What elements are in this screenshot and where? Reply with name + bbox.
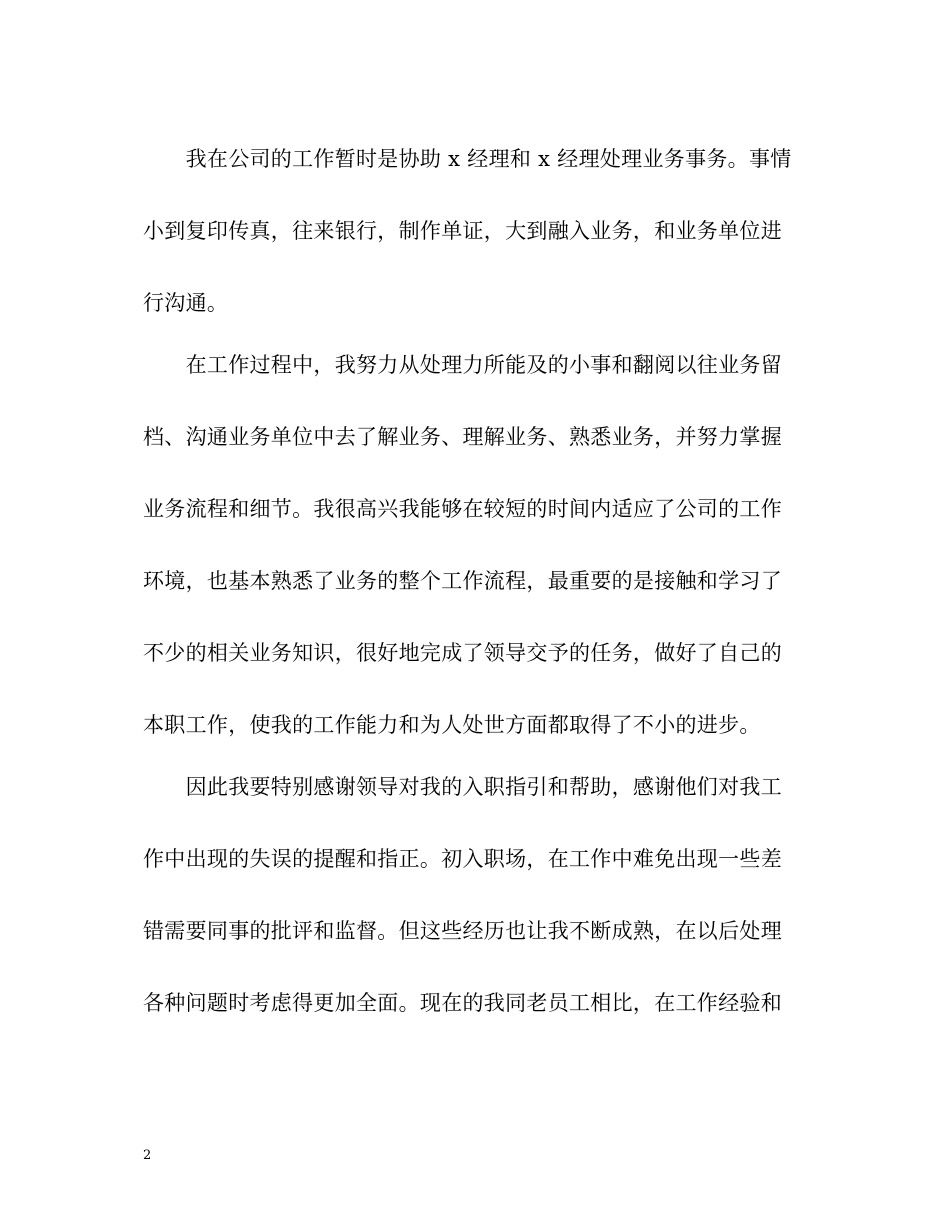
text-line: 本职工作，使我的工作能力和为人处世方面都取得了不小的进步。 (143, 713, 761, 737)
text-line: 行沟通。 (143, 291, 229, 315)
text-line: 因此我要特别感谢领导对我的入职指引和帮助，感谢他们对我工 (143, 775, 782, 799)
text-line: 各种问题时考虑得更加全面。现在的我同老员工相比，在工作经验和 (143, 991, 782, 1015)
text-line: 作中出现的失误的提醒和指正。初入职场，在工作中难免出现一些差 (143, 847, 782, 871)
text-line: 业务流程和细节。我很高兴我能够在较短的时间内适应了公司的工作 (143, 497, 782, 521)
text-line: 错需要同事的批评和监督。但这些经历也让我不断成熟，在以后处理 (143, 919, 782, 943)
text-line: 不少的相关业务知识，很好地完成了领导交予的任务，做好了自己的 (143, 641, 782, 665)
text-line: 档、沟通业务单位中去了解业务、理解业务、熟悉业务，并努力掌握 (143, 425, 782, 449)
text-line: 小到复印传真，往来银行，制作单证，大到融入业务，和业务单位进 (143, 219, 782, 243)
text-line: 在工作过程中，我努力从处理力所能及的小事和翻阅以往业务留 (143, 353, 782, 377)
text-line: 环境，也基本熟悉了业务的整个工作流程，最重要的是接触和学习了 (143, 569, 782, 593)
page-number: 2 (143, 1148, 152, 1163)
text-line: 我在公司的工作暂时是协助 x 经理和 x 经理处理业务事务。事情 (143, 147, 792, 171)
